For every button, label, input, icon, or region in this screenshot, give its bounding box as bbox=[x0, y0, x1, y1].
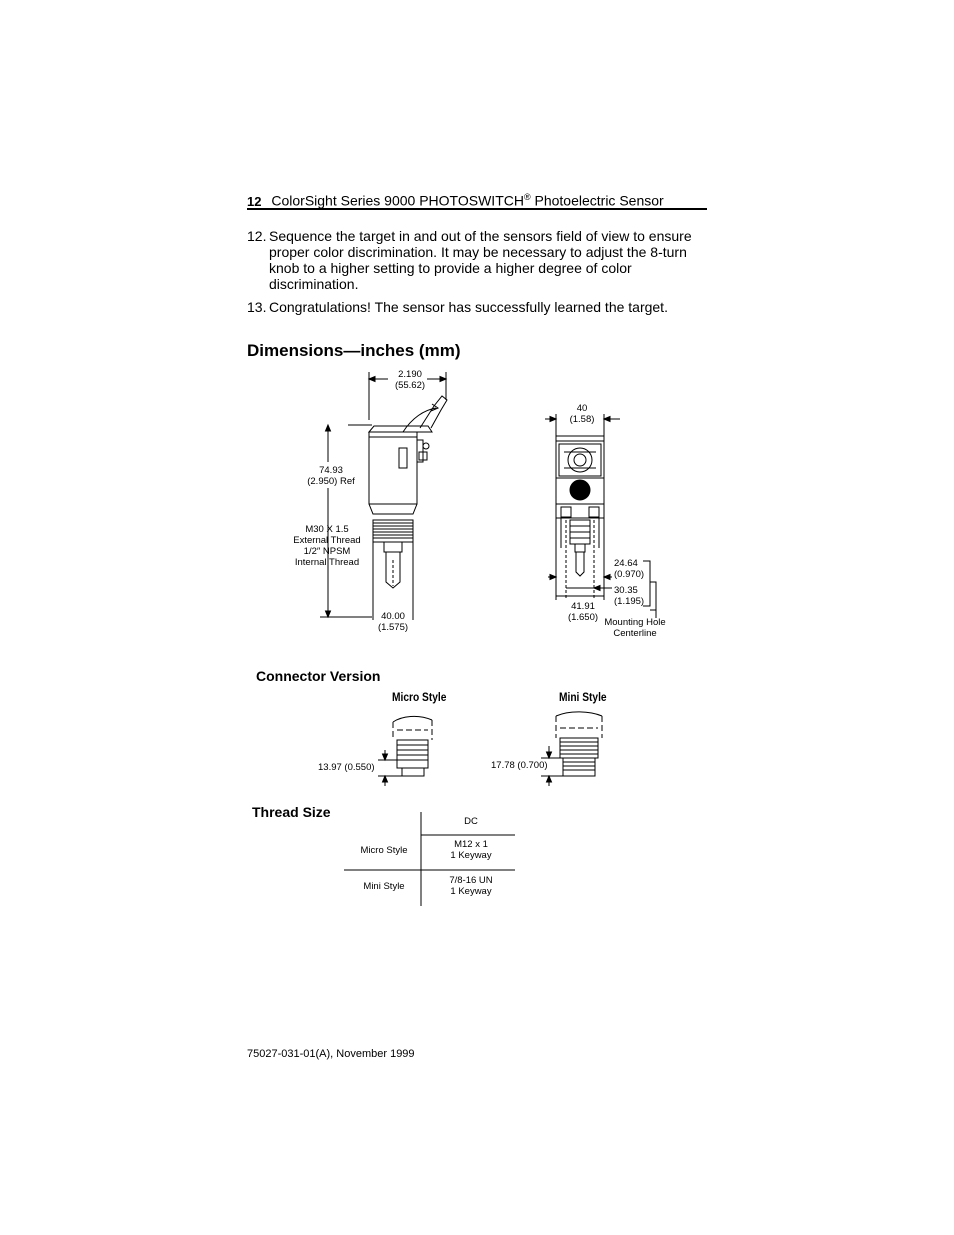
section-title: Dimensions—inches (mm) bbox=[247, 341, 461, 360]
mounting-hole-note: Mounting Hole Centerline bbox=[604, 617, 666, 639]
page-number: 12 bbox=[247, 193, 262, 209]
thread-row-value: M12 x 1 1 Keyway bbox=[450, 839, 492, 861]
front-dim-c: 41.91 (1.650) bbox=[567, 601, 599, 623]
registered-mark: ® bbox=[523, 192, 531, 202]
connector-version-title: Connector Version bbox=[256, 668, 381, 684]
front-width-dim: 40 (1.58) bbox=[569, 403, 595, 425]
side-height-dim: 74.93 (2.950) Ref bbox=[307, 465, 355, 487]
front-dim-a: 24.64 (0.970) bbox=[614, 558, 645, 580]
micro-style-label: Micro Style bbox=[392, 690, 447, 704]
micro-connector-drawing bbox=[378, 716, 432, 786]
thread-row-value: 7/8-16 UN 1 Keyway bbox=[449, 875, 493, 897]
micro-dim: 13.97 (0.550) bbox=[318, 762, 375, 773]
document-footer: 75027-031-01(A), November 1999 bbox=[247, 1048, 415, 1060]
side-top-dim: 2.190 (55.62) bbox=[394, 369, 426, 391]
header-title: ColorSight Series 9000 PHOTOSWITCH bbox=[271, 192, 524, 209]
step-number: 12. bbox=[247, 228, 267, 244]
side-thread-note: M30 X 1.5 External Thread 1/2″ NPSM Internal Thread bbox=[293, 524, 361, 568]
thread-row-name: Mini Style bbox=[363, 881, 405, 892]
step-number: 13. bbox=[247, 299, 267, 315]
step-text: Sequence the target in and out of the sensors field of view to ensure proper color discrimination. It may be necessary to adjust the 8-turn knob to a higher setting to provide a higher degree of color discrimination. bbox=[269, 228, 692, 292]
thread-size-title: Thread Size bbox=[252, 804, 331, 820]
mini-dim: 17.78 (0.700) bbox=[491, 760, 548, 771]
thread-table-header: DC bbox=[464, 816, 478, 827]
side-view-drawing bbox=[320, 372, 447, 620]
header-subtitle: Photoelectric Sensor bbox=[534, 192, 664, 209]
thread-row-name: Micro Style bbox=[360, 845, 408, 856]
step-text: Congratulations! The sensor has successfully learned the target. bbox=[269, 299, 668, 315]
mini-style-label: Mini Style bbox=[559, 690, 607, 704]
front-dim-b: 30.35 (1.195) bbox=[614, 585, 645, 607]
mini-connector-drawing bbox=[541, 712, 602, 786]
side-bottom-dim: 40.00 (1.575) bbox=[377, 611, 409, 633]
